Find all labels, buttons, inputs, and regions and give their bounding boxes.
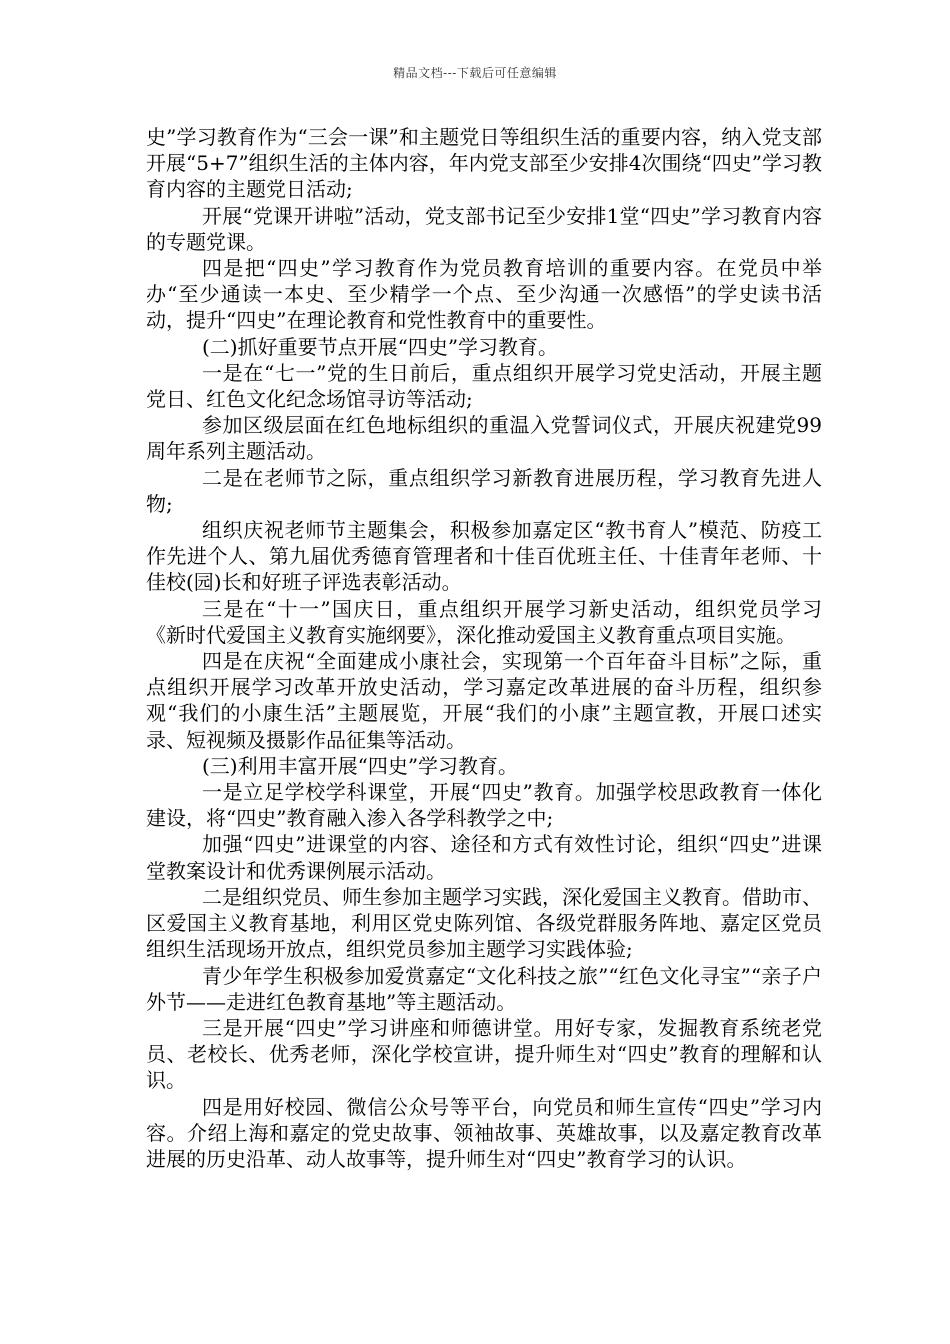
paragraph: 四是把“四史”学习教育作为党员教育培训的重要内容。在党员中举办“至少通读一本史、至少精学一个点、至少沟通一次感悟”的学史读书活动，提升“四史”在理论教育和党性教育中的重要性。: [146, 256, 822, 333]
paragraph: 开展“党课开讲啦”活动，党支部书记至少安排1堂“四史”学习教育内容的专题党课。: [146, 203, 822, 254]
paragraph: 青少年学生积极参加爱赏嘉定“文化科技之旅”“红色文化寻宝”“亲子户外节——走进红色教育基地”等主题活动。: [146, 963, 822, 1014]
paragraph: 四是用好校园、微信公众号等平台，向党员和师生宣传“四史”学习内容。介绍上海和嘉定的党史故事、领袖故事、英雄故事，以及嘉定教育改革进展的历史沿革、动人故事等，提升师生对“四史”教育学习的认识。: [146, 1094, 822, 1171]
paragraph: 四是在庆祝“全面建成小康社会，实现第一个百年奋斗目标”之际，重点组织开展学习改革开放史活动，学习嘉定改革进展的奋斗历程，组织参观“我们的小康生活”主题展览，开展“我们的小康”主题宣教，开展口述实录、短视频及摄影作品征集等活动。: [146, 649, 822, 752]
document-body: [146, 124, 822, 1172]
section-heading: (二)抓好重要节点开展“四史”学习教育。: [202, 334, 559, 359]
paragraph: 三是开展“四史”学习讲座和师德讲堂。用好专家，发掘教育系统老党员、老校长、优秀老师，深化学校宣讲，提升师生对“四史”教育的理解和认识。: [146, 1015, 822, 1093]
paragraph: 参加区级层面在红色地标组织的重温入党誓词仪式，开展庆祝建党99周年系列主题活动。: [146, 413, 822, 464]
paragraph: 组织庆祝老师节主题集会，积极参加嘉定区“教书育人”模范、防疫工作先进个人、第九届优秀德育管理者和十佳百优班主任、十佳青年老师、十佳校(园)长和好班子评选表彰活动。: [146, 518, 822, 595]
paragraph: 二是组织党员、师生参加主题学习实践，深化爱国主义教育。借助市、区爱国主义教育基地，利用区党史陈列馆、各级党群服务阵地、嘉定区党员组织生活现场开放点，组织党员参加主题学习实践体验;: [146, 884, 822, 962]
paragraph: 一是立足学校学科课堂，开展“四史”教育。加强学校思政教育一体化建设，将“四史”教育融入渗入各学科教学之中;: [146, 780, 822, 831]
paragraph: 史”学习教育作为“三会一课”和主题党日等组织生活的重要内容，纳入党支部开展“5+7”组织生活的主体内容，年内党支部至少安排4次围绕“四史”学习教育内容的主题党日活动;: [146, 125, 822, 202]
paragraph: 三是在“十一”国庆日，重点组织开展学习新史活动，组织党员学习《新时代爱国主义教育实施纲要》，深化推动爱国主义教育重点项目实施。: [146, 596, 822, 647]
section-heading: (三)利用丰富开展“四史”学习教育。: [202, 753, 519, 778]
page-header: 精品文档---下载后可任意编辑: [393, 66, 557, 80]
paragraph: 一是在“七一”党的生日前后，重点组织开展学习党史活动，开展主题党日、红色文化纪念场馆寻访等活动;: [146, 360, 822, 412]
paragraph: 二是在老师节之际，重点组织学习新教育进展历程，学习教育先进人物;: [146, 465, 822, 516]
paragraph: 加强“四史”进课堂的内容、途径和方式有效性讨论，组织“四史”进课堂教案设计和优秀课例展示活动。: [146, 832, 822, 883]
